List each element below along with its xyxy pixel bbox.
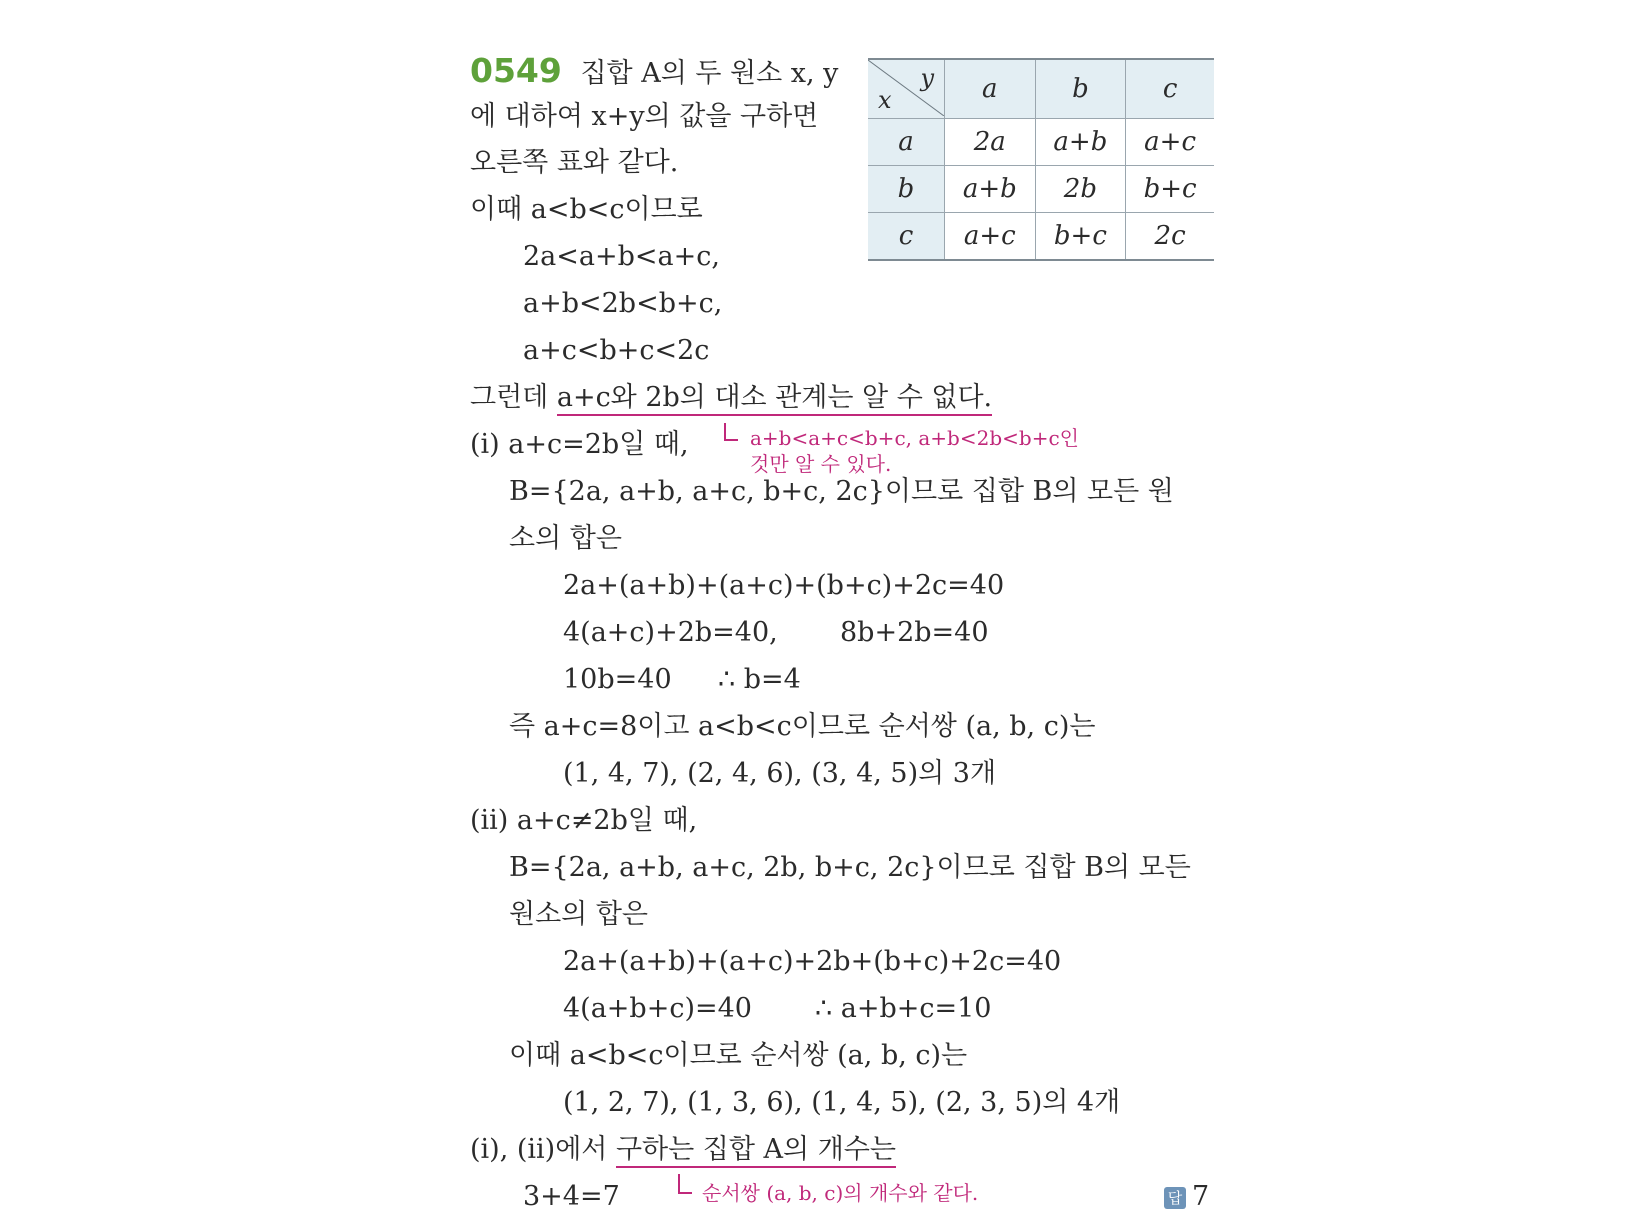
annotation-bracket [678,1174,692,1194]
problem-header [470,51,839,91]
equation-line: ∴ a+b+c=10 [815,993,992,1024]
table-header-row [868,59,1214,119]
answer-icon: 답 [1164,1187,1186,1209]
case-1-line: 즉 a+c=8이고 a<b<c이므로 순서쌍 (a, b, c)는 [509,711,1096,742]
table-cell: 2b [1035,166,1126,213]
table-cell: a+c [945,213,1036,261]
annotation-bracket [724,423,738,441]
column-header: a [945,59,1036,119]
table-cell: 2a [945,119,1036,166]
inequality-line: a+c<b+c<2c [523,335,710,366]
equation-line: 4(a+c)+2b=40, [563,617,778,648]
table-cell: a+b [945,166,1036,213]
equation-line: 2a+(a+b)+(a+c)+2b+(b+c)+2c=40 [563,946,1062,977]
table-cell: 2c [1126,213,1214,261]
equation-line: ∴ b=4 [718,664,801,695]
table-cell: a+c [1126,119,1214,166]
table-row [868,119,1214,166]
case-2-line: 원소의 합은 [509,899,648,930]
table-row [868,166,1214,213]
solution-line: 이때 a<b<c이므로 [470,194,703,225]
annotation-note: a+b<a+c<b+c, a+b<2b<b+c인 [750,426,1079,450]
table-cell: b+c [1126,166,1214,213]
case-1-line: 소의 합은 [509,523,622,554]
row-header: c [868,213,945,261]
column-header: c [1126,59,1214,119]
equation-line: 8b+2b=40 [840,617,989,648]
annotation-note: 것만 알 수 있다. [750,452,892,476]
table-corner-cell [868,59,945,119]
corner-label-y: y [920,64,934,92]
problem-number: 0549 [470,51,562,90]
inequality-line: a+b<2b<b+c, [523,288,723,319]
column-header: b [1035,59,1126,119]
underlined-phrase: a+c와 2b의 대소 관계는 알 수 없다. [557,382,992,416]
conclusion-line [470,1133,896,1167]
ordered-pairs-line: (1, 4, 7), (2, 4, 6), (3, 4, 5)의 3개 [563,758,997,789]
corner-label-x: x [878,86,892,114]
ordered-pairs-line: (1, 2, 7), (1, 3, 6), (1, 4, 5), (2, 3, 5)의 4개 [563,1087,1121,1118]
table-cell: b+c [1035,213,1126,261]
case-2-line: 이때 a<b<c이므로 순서쌍 (a, b, c)는 [509,1040,968,1071]
row-header: a [868,119,945,166]
problem-intro-line-3: 오른쪽 표와 같다. [470,147,679,178]
solution-line-unknown-order [470,381,992,415]
row-header: b [868,166,945,213]
problem-intro-line-1: 집합 A의 두 원소 x, y [580,58,839,89]
equation-line: 10b=40 [563,664,672,695]
case-2-line: B={2a, a+b, a+c, 2b, b+c, 2c}이므로 집합 B의 모든 [509,852,1191,883]
inequality-line: 2a<a+b<a+c, [523,241,720,272]
problem-intro-line-2: 에 대하여 x+y의 값을 구하면 [470,101,819,132]
table-cell: a+b [1035,119,1126,166]
equation-line: 2a+(a+b)+(a+c)+(b+c)+2c=40 [563,570,1005,601]
line-prefix: 그런데 [470,382,557,413]
case-1-heading: (ⅰ) a+c=2b일 때, [470,429,689,460]
conclusion-calc: 3+4=7 [523,1181,620,1212]
sum-table [868,58,1214,261]
answer [1164,1180,1209,1214]
table-row [868,213,1214,261]
line-prefix: (ⅰ), (ⅱ)에서 [470,1134,616,1165]
case-1-line: B={2a, a+b, a+c, b+c, 2c}이므로 집합 B의 모든 원 [509,476,1174,507]
annotation-note: 순서쌍 (a, b, c)의 개수와 같다. [702,1181,979,1205]
equation-line: 4(a+b+c)=40 [563,993,752,1024]
answer-value: 7 [1192,1181,1210,1212]
underlined-phrase: 구하는 집합 A의 개수는 [616,1134,896,1168]
case-2-heading: (ⅱ) a+c≠2b일 때, [470,805,698,836]
